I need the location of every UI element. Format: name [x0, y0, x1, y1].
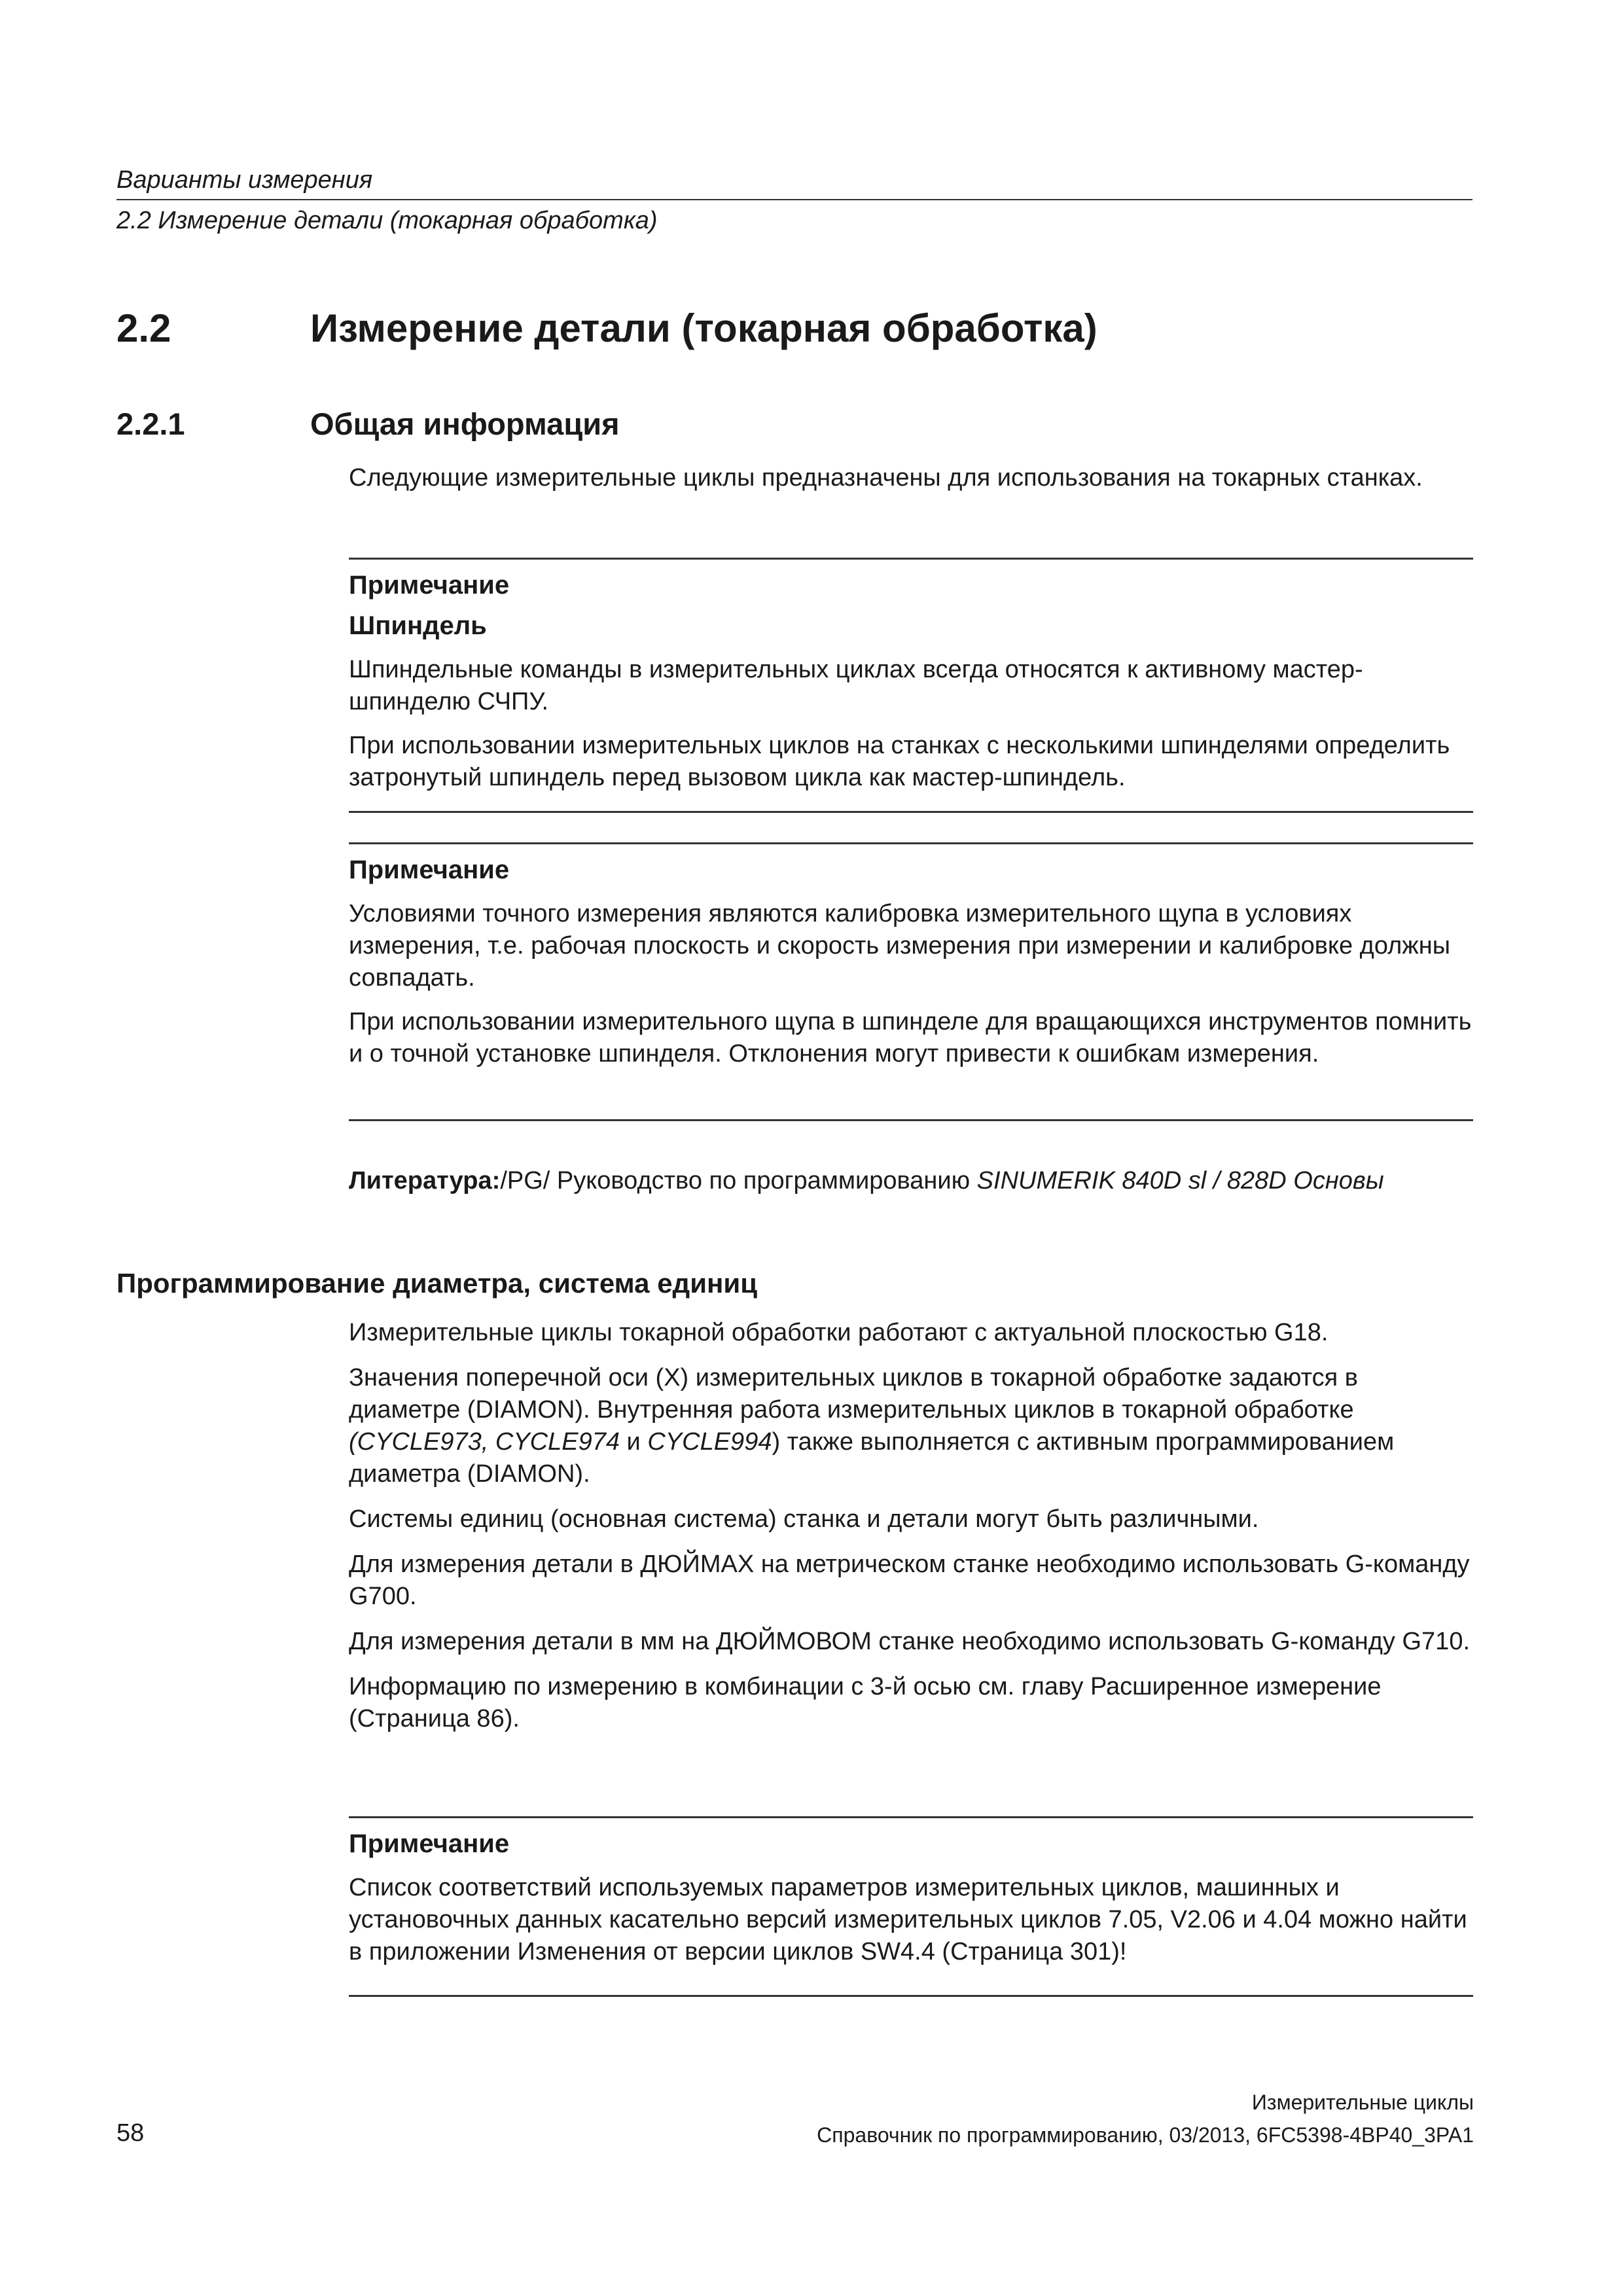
note-accuracy-paragraph: Условиями точного измерения являются калибровка измерительного щупа в условиях измерения, т.е. рабочая плоскость и скорость измерения при измерении и калибровке должны совпадать. — [349, 900, 1451, 992]
note-parameters-paragraph: Список соответствий используемых параметров измерительных циклов, машинных и установочных данных касательно версий измерительных циклов 7.05, V2.06 и 4.04 можно найти в приложении Изменения от версии циклов SW4.4 (Страница 301)! — [349, 1874, 1467, 1965]
header-section: 2.2 Измерение детали (токарная обработка) — [116, 207, 658, 234]
note-spindle-paragraph: При использовании измерительных циклов на станках с несколькими шпинделями определить затронутый шпиндель перед вызовом цикла как мастер-шпиндель. — [349, 732, 1450, 791]
heading-1-number: 2.2 — [116, 306, 171, 350]
note-accuracy — [349, 842, 1473, 1121]
note-spindle-title: Примечание — [349, 571, 510, 600]
footer-reference: Справочник по программированию, 03/2013, 6FC5398-4BP40_3PA1 — [817, 2123, 1474, 2147]
literature-label: Литература: — [349, 1167, 501, 1194]
heading-2-title: Общая информация — [310, 406, 620, 441]
literature-title: SINUMERIK 840D sl / 828D Основы — [976, 1167, 1384, 1194]
note-spindle-subtitle: Шпиндель — [349, 611, 487, 640]
cycle-name: CYCLE994 — [647, 1428, 772, 1456]
paragraph-text: и — [620, 1428, 648, 1456]
paragraph — [349, 1362, 1474, 1490]
note-parameters — [349, 1816, 1473, 1997]
heading-2 — [116, 403, 620, 445]
paragraph: Информацию по измерению в комбинации с 3-й осью см. главу Расширенное измерение (Страница 86). — [349, 1673, 1382, 1732]
note-spindle — [349, 558, 1473, 813]
paragraph: Для измерения детали в ДЮЙМАХ на метрическом станке необходимо использовать G-команду G700. — [349, 1551, 1470, 1610]
footer-title: Измерительные циклы — [1251, 2090, 1474, 2114]
header-rule — [116, 199, 1472, 200]
heading-3: Программирование диаметра, система единиц — [116, 1268, 758, 1299]
note-accuracy-paragraph: При использовании измерительного щупа в шпинделе для вращающихся инструментов помнить и о точной установке шпинделя. Отклонения могут привести к ошибкам измерения. — [349, 1008, 1472, 1067]
intro-paragraph — [349, 462, 1474, 494]
running-header — [116, 164, 1472, 237]
paragraph: Системы единиц (основная система) станка и детали могут быть различными. — [349, 1505, 1259, 1533]
paragraph: Измерительные циклы токарной обработки работают с актуальной плоскостью G18. — [349, 1319, 1329, 1346]
heading-1 — [116, 302, 1097, 355]
note-parameters-title: Примечание — [349, 1829, 510, 1858]
header-chapter: Варианты измерения — [116, 166, 373, 194]
cycle-names: (CYCLE973, CYCLE974 — [349, 1428, 620, 1456]
intro-text: Следующие измерительные циклы предназначены для использования на токарных станках. — [349, 464, 1423, 492]
paragraph: Для измерения детали в мм на ДЮЙМОВОМ станке необходимо использовать G-команду G710. — [349, 1628, 1471, 1655]
literature-text: /PG/ Руководство по программированию — [500, 1167, 977, 1194]
paragraph-text: ) также выполняется с активным программированием диаметра (DIAMON). — [349, 1428, 1395, 1488]
heading-2-number: 2.2.1 — [116, 406, 185, 441]
heading-1-title: Измерение детали (токарная обработка) — [310, 306, 1097, 350]
note-spindle-paragraph: Шпиндельные команды в измерительных циклах всегда относятся к активному мастер-шпинделю СЧПУ. — [349, 656, 1363, 715]
note-accuracy-title: Примечание — [349, 855, 510, 884]
literature-reference — [349, 1165, 1474, 1197]
page-number: 58 — [116, 2119, 145, 2147]
paragraph-text: Значения поперечной оси (X) измерительных циклов в токарной обработке задаются в диаметре (DIAMON). Внутренняя работа измерительных циклов в токарной обработке — [349, 1364, 1358, 1424]
section-body — [349, 1317, 1474, 1735]
